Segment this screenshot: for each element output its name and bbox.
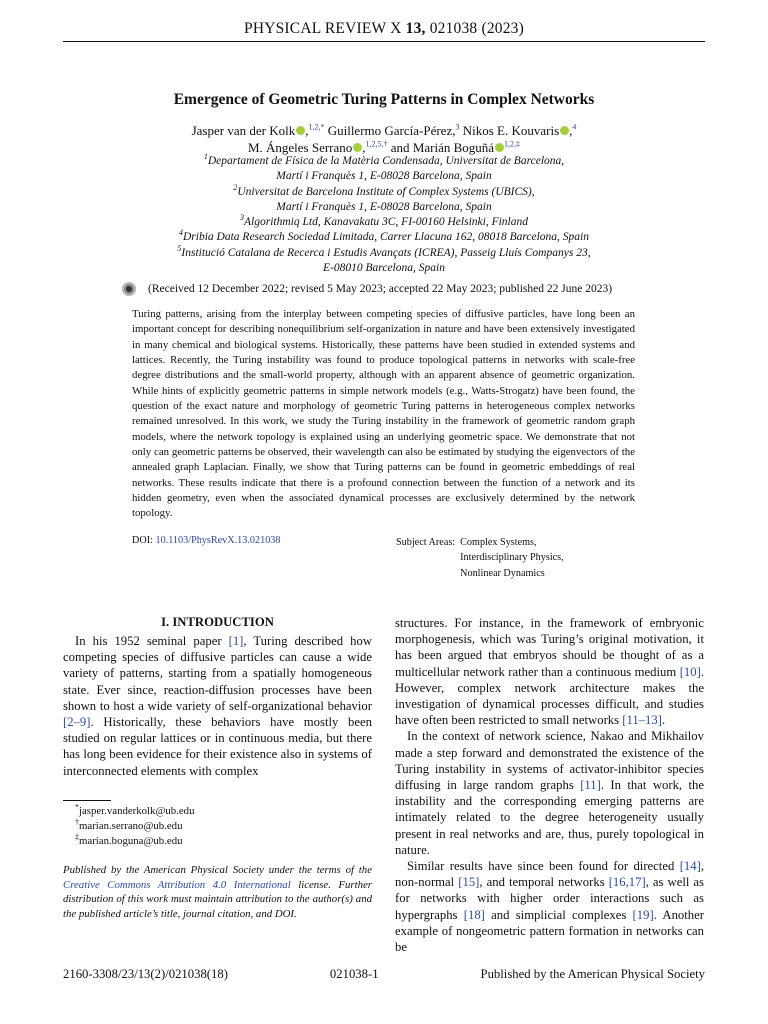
affiliation-line: Martí i Franquès 1, E-08028 Barcelona, Spain — [276, 170, 492, 183]
reference-link[interactable]: [19] — [632, 907, 654, 922]
left-column-text — [63, 633, 372, 779]
author-affil-sup[interactable]: 3 — [455, 122, 460, 132]
paragraph: structures. For instance, in the framework of embryonic morphogenesis, which was Turing’s original motivation, it has been argued that embryos should be thought of as a multicellular network rather than a continuous medium [10]. However, complex network architecture makes the investigation of dynamical processes difficult, and studies have often been restricted to small networks [11–13]. — [395, 616, 704, 728]
section-heading: I. INTRODUCTION — [161, 615, 274, 629]
author-affil-sup[interactable]: 4 — [572, 122, 577, 132]
footnotes — [63, 804, 194, 850]
subject-item[interactable]: Nonlinear Dynamics — [460, 567, 545, 579]
publisher: Published by the American Physical Society — [480, 967, 705, 981]
footnote-rule — [63, 800, 111, 801]
author-name[interactable]: M. Ángeles Serrano — [247, 140, 353, 155]
issn: 2160-3308/23/13(2)/021038(18) — [63, 967, 228, 981]
affiliation-line: $^4$Dribia Data Research Sociedad Limitada, Carrer Llacuna 162, 08018 Barcelona, Spain — [179, 228, 589, 244]
footnote-email[interactable]: †marian.serrano@ub.edu — [75, 817, 183, 833]
affiliation-line: $^5$Institució Catalana de Recerca i Estudis Avançats (ICREA), Passeig Lluís Companys 23, — [177, 243, 591, 259]
affiliation-line: $^2$Universitat de Barcelona Institute of Complex Systems (UBICS), — [233, 182, 535, 198]
subject-areas — [396, 535, 564, 581]
license-link[interactable]: Creative Commons Attribution 4.0 International — [63, 878, 291, 891]
check-for-updates-icon[interactable] — [122, 282, 136, 296]
paper-title: Emergence of Geometric Turing Patterns in Complex Networks — [173, 91, 595, 108]
reference-link[interactable]: [10] — [679, 664, 701, 679]
reference-link[interactable]: [1] — [228, 634, 244, 648]
author-name[interactable]: Marián Boguñá — [412, 140, 495, 155]
doi-label: DOI: — [132, 535, 153, 546]
author-conjunction: and — [390, 140, 410, 155]
orcid-icon[interactable] — [296, 126, 305, 135]
license-notice: Published by the American Physical Society under the terms of the Creative Commons Attribution 4.0 International license. Further distribution of this work must maintain attribution to the author(s) and the published article’s title, journal citation, and DOI. — [63, 864, 372, 920]
orcid-icon[interactable] — [495, 143, 504, 152]
page-number: 021038-1 — [329, 967, 379, 981]
affiliation-line: $^1$Departament de Física de la Matèria Condensada, Universitat de Barcelona, — [203, 152, 565, 167]
reference-link[interactable]: [18] — [463, 907, 485, 922]
orcid-icon[interactable] — [560, 126, 569, 135]
received-dates — [122, 282, 612, 296]
orcid-icon[interactable] — [353, 143, 362, 152]
footnote-email[interactable]: ‡marian.boguna@ub.edu — [75, 832, 183, 848]
author-name[interactable]: Guillermo García-Pérez, — [327, 123, 456, 138]
subject-item[interactable]: Complex Systems, — [460, 537, 537, 548]
subject-item[interactable]: Interdisciplinary Physics, — [460, 552, 564, 564]
paragraph: Similar results have since been found for directed [14], non-normal [15], and temporal networks [16,17], as well as for networks with higher order interactions such as hypergraphs [18] and simplicial complexes [19]. Another example of nongeometric pattern formation in networks can be — [395, 859, 704, 955]
author-list: Jasper van der Kolk ,$^{1,2,*}$ Guillermo García-Pérez,$^3$ Nikos E. Kouvaris ,$^4$ M. Ángeles Serrano ,$^{1,2,5,\dagger}$ and Marián Boguñá $^{1,2,\ddagger}$ — [191, 122, 577, 155]
author-affil-sup[interactable]: 1,2,‡ — [504, 139, 521, 149]
reference-link[interactable]: [11] — [580, 778, 601, 793]
abstract: Turing patterns, arising from the interplay between competing species of diffusive particles, have long been an important concept for describing nonequilibrium self-organization in nature and have been extensively investigated in many chemical and biological systems. Historically, these patterns have been studied in extended systems and lattices. Recently, the Turing instability was found to produce topological patterns in networks with scale-free degree distributions and the small-world property, although with an apparent absence of geometric organization. While hints of explicitly geometric patterns in simple network models (e.g., Watts-Strogatz) have been found, the question of the exact nature and morphology of geometric Turing patterns in heterogeneous complex networks remained unresolved. In this work, we study the Turing instability in the framework of geometric random graph models, where the network topology is explained using an underlying geometric space. We demonstrate that not only can geometric patterns be observed, their wavelength can also be estimated by studying the eigenvectors of the annealed graph Laplacian. Finally, we show that Turing patterns can be found in geometric embeddings of real networks. These results indicate that there is a profound connection between the function of a network and its hidden geometry, even when the associated dynamical processes are exclusively determined by the network topology. — [132, 308, 635, 520]
author-affil-sup[interactable]: 1,2,* — [308, 122, 325, 132]
affiliation-line: Martí i Franquès 1, E-08028 Barcelona, Spain — [276, 200, 492, 213]
reference-link[interactable]: [14] — [679, 859, 701, 874]
paragraph: In his 1952 seminal paper [1], Turing described how competing species of diffusive particles can cause a wide variety of patterns, starting from a spatially homogeneous state. Ever since, reaction-diffusion processes have been shown to host a wide variety of self-organizational behavior [2–9]. Historically, these behaviors have mostly been studied on regular lattices or in continuous media, but there has long been evidence for their existence also in systems of interconnected elements with complex — [63, 634, 372, 778]
author-name[interactable]: Nikos E. Kouvaris — [462, 123, 560, 138]
author-affil-sup[interactable]: 1,2,5,† — [365, 139, 388, 149]
reference-link[interactable]: [11–13] — [622, 713, 662, 728]
affiliation-line: E-08010 Barcelona, Spain — [323, 262, 445, 275]
affiliations — [0, 154, 768, 276]
author-name[interactable]: Jasper van der Kolk — [191, 123, 296, 138]
paragraph: In the context of network science, Nakao and Mikhailov made a step forward and demonstrated the existence of the Turing instability in systems of activator-inhibitor species diffusing in large random graphs [11]. In that work, the instability and the corresponding emerging patterns are intimately related to the degree heterogeneity usually present in real networks and are, thus, purely topological in nature. — [395, 729, 704, 857]
doi-line — [132, 535, 280, 546]
page-footer — [63, 967, 705, 982]
right-column-text — [395, 615, 704, 955]
reference-link[interactable]: [15] — [458, 875, 480, 890]
affiliation-line: $^3$Algorithmiq Ltd, Kanavakatu 3C, FI-00160 Helsinki, Finland — [240, 213, 528, 229]
reference-link[interactable]: [16,17] — [608, 875, 646, 890]
received-text: (Received 12 December 2022; revised 5 May 2023; accepted 22 May 2023; published 22 June 2023) — [148, 283, 613, 295]
subject-label: Subject Areas: — [396, 537, 456, 548]
journal-header: PHYSICAL REVIEW X 13, 021038 (2023) — [244, 20, 524, 37]
footnote-email[interactable]: *jasper.vanderkolk@ub.edu — [75, 802, 195, 817]
header-rule — [63, 41, 705, 42]
reference-link[interactable]: [2–9] — [63, 715, 91, 730]
doi-link[interactable]: 10.1103/PhysRevX.13.021038 — [155, 535, 281, 546]
